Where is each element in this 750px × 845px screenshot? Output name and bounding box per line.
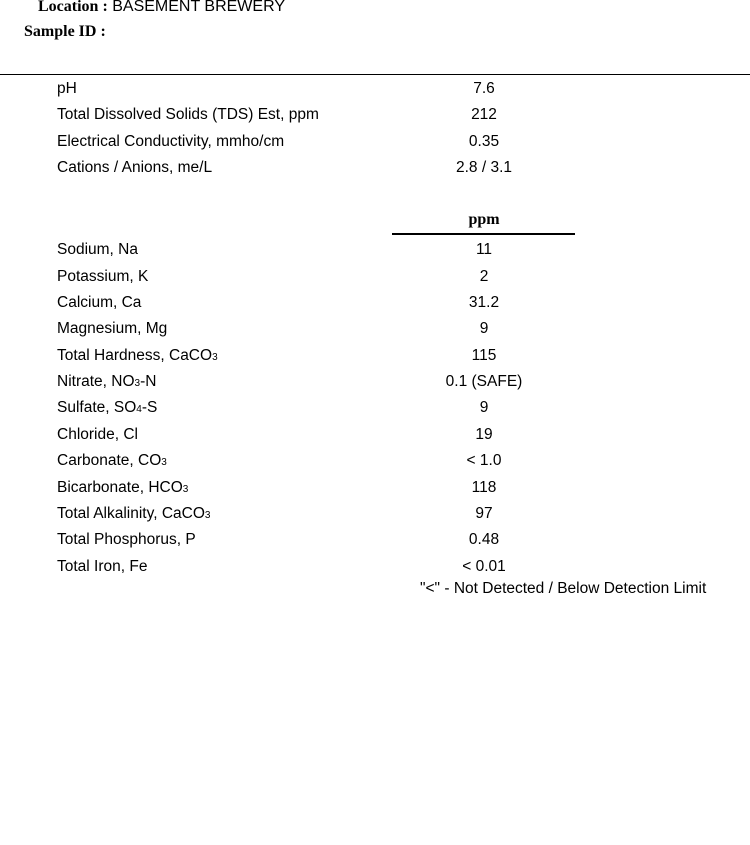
analyte-name: Nitrate, NO3-N [57,373,157,390]
summary-row [0,157,750,179]
analyte-value: 97 [475,505,493,522]
analyte-name: Total Phosphorus, P [57,531,196,548]
analyte-row [0,292,750,314]
summary-row [0,131,750,153]
analyte-value: 2 [479,268,489,285]
summary-row [0,78,750,100]
units-column-header: ppm [468,211,500,228]
sample-id-row [24,23,106,41]
analyte-value: 19 [475,426,493,443]
analyte-row [0,503,750,525]
summary-label: Cations / Anions, me/L [57,159,213,176]
analyte-row [0,477,750,499]
analyte-value: < 0.01 [462,558,506,575]
summary-row [0,104,750,126]
units-header-underline [392,233,575,235]
analyte-value: 11 [475,241,493,258]
summary-value: 2.8 / 3.1 [455,159,512,176]
summary-value: 212 [471,106,497,123]
analyte-value: 9 [479,320,489,337]
analyte-row [0,397,750,419]
analyte-name: Total Iron, Fe [57,558,148,575]
analyte-row [0,371,750,393]
detection-limit-footnote: "<" - Not Detected / Below Detection Limit [420,580,707,597]
analyte-row [0,266,750,288]
summary-value: 7.6 [473,80,495,97]
analyte-row [0,450,750,472]
analyte-row [0,239,750,261]
header-divider [0,74,750,75]
summary-label: Electrical Conductivity, mmho/cm [57,133,285,150]
analyte-value: 115 [471,347,497,364]
analyte-value: 0.48 [468,531,500,548]
analyte-value: 31.2 [468,294,500,311]
analyte-name: Sulfate, SO4-S [57,399,158,416]
analyte-name: Potassium, K [57,268,149,285]
analyte-name: Bicarbonate, HCO3 [57,479,189,496]
location-value: BASEMENT BREWERY [112,0,286,15]
analyte-name: Magnesium, Mg [57,320,168,337]
analyte-name: Sodium, Na [57,241,138,258]
analyte-value: 9 [479,399,489,416]
analyte-row [0,424,750,446]
summary-value: 0.35 [468,133,500,150]
analyte-row [0,318,750,340]
sample-id-label: Sample ID : [24,23,106,40]
analyte-name: Total Hardness, CaCO3 [57,347,218,364]
analyte-row [0,345,750,367]
location-label: Location : [38,0,108,15]
analyte-name: Total Alkalinity, CaCO3 [57,505,211,522]
location-row [38,0,285,16]
analyte-row [0,556,750,578]
analyte-value: < 1.0 [466,452,502,469]
analyte-row [0,529,750,551]
analyte-name: Chloride, Cl [57,426,138,443]
analyte-name: Carbonate, CO3 [57,452,167,469]
summary-label: pH [57,80,77,97]
analyte-value: 118 [471,479,497,496]
analyte-value: 0.1 (SAFE) [445,373,523,390]
summary-label: Total Dissolved Solids (TDS) Est, ppm [57,106,319,123]
analyte-name: Calcium, Ca [57,294,142,311]
